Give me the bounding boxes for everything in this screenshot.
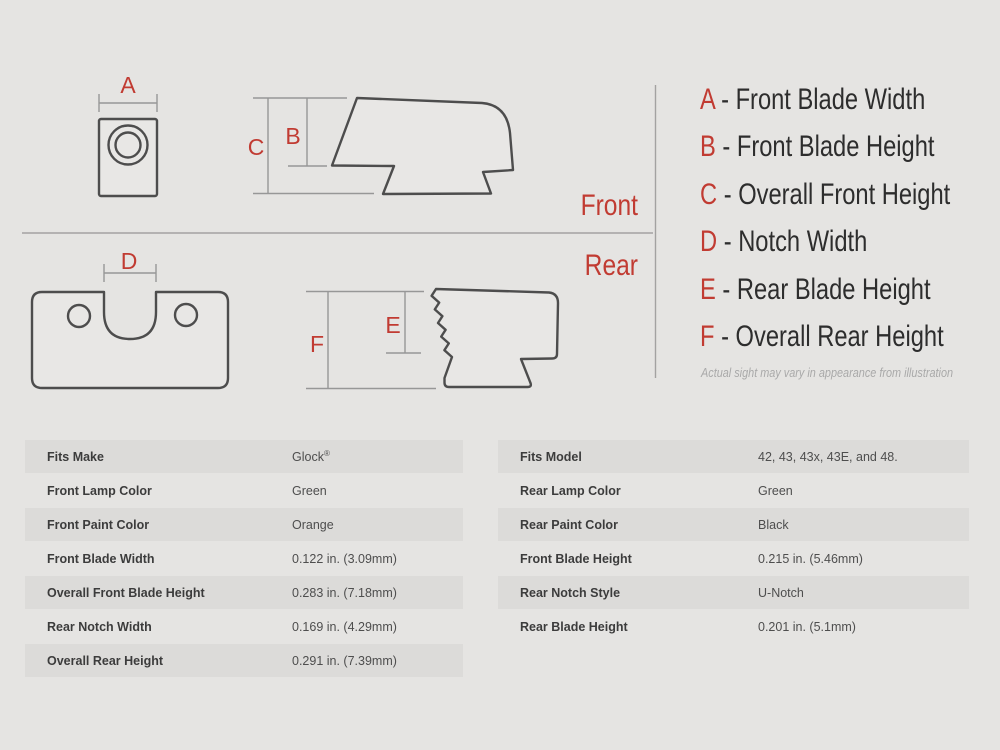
spec-table-rear — [498, 440, 969, 644]
front-section-label: Front — [580, 189, 638, 222]
legend-separator: - — [715, 130, 737, 164]
rear-section-label: Rear — [584, 249, 638, 282]
legend-item-c — [700, 171, 950, 218]
spec-label: Rear Notch Style — [520, 585, 621, 600]
spec-value: 0.215 in. (5.46mm) — [758, 552, 863, 567]
table-row — [498, 440, 969, 473]
legend-separator: - — [717, 177, 739, 211]
spec-value: Green — [292, 484, 327, 499]
spec-value: 0.169 in. (4.29mm) — [292, 620, 397, 635]
legend-separator: - — [714, 83, 736, 116]
table-row — [25, 542, 463, 575]
spec-label: Front Lamp Color — [47, 483, 152, 498]
table-row — [25, 440, 463, 473]
spec-value: 42, 43, 43x, 43E, and 48. — [758, 450, 898, 465]
legend-item-f — [700, 313, 950, 360]
spec-value: 0.201 in. (5.1mm) — [758, 620, 856, 635]
spec-value: 0.283 in. (7.18mm) — [292, 586, 397, 601]
legend-letter: A — [700, 83, 715, 116]
table-row — [25, 644, 463, 677]
front-sight-top-view — [99, 72, 157, 196]
spec-value: Glock® — [292, 448, 330, 465]
table-row — [25, 474, 463, 507]
legend-letter: F — [700, 319, 715, 353]
disclaimer-note: Actual sight may vary in appearance from illustration — [701, 366, 954, 380]
spec-label: Rear Blade Height — [520, 619, 628, 634]
rear-sight-profile-view — [306, 289, 558, 389]
rear-sight-profile-outline — [432, 289, 558, 387]
table-row — [25, 610, 463, 643]
legend-letter: B — [700, 130, 716, 164]
spec-label: Front Blade Width — [47, 551, 155, 566]
spec-value: Orange — [292, 518, 334, 533]
dim-letter-e: E — [385, 312, 401, 338]
spec-label: Rear Lamp Color — [520, 483, 621, 498]
legend-item-e — [700, 266, 950, 313]
spec-value: Black — [758, 518, 789, 533]
legend-label: Front Blade Height — [736, 130, 935, 164]
dim-letter-f: F — [309, 331, 325, 357]
spec-value: Green — [758, 484, 793, 499]
table-row — [498, 576, 969, 609]
front-lamp-inner-ring — [116, 133, 141, 158]
table-row — [25, 576, 463, 609]
table-row — [498, 610, 969, 643]
legend-label: Overall Rear Height — [735, 319, 944, 353]
spec-label: Fits Make — [47, 449, 104, 464]
rear-sight-back-view — [32, 248, 228, 388]
rear-lamp-left — [68, 305, 90, 327]
legend-separator: - — [715, 272, 737, 306]
spec-label: Front Blade Height — [520, 551, 632, 566]
table-row — [498, 508, 969, 541]
spec-label: Overall Front Blade Height — [47, 585, 205, 600]
spec-value: 0.122 in. (3.09mm) — [292, 552, 397, 567]
rear-sight-body-outline — [32, 292, 228, 388]
spec-value: 0.291 in. (7.39mm) — [292, 654, 397, 669]
legend-separator: - — [714, 319, 736, 353]
dim-letter-b: B — [285, 123, 301, 149]
legend-letter: E — [700, 272, 716, 306]
front-sight-profile-outline — [332, 98, 513, 194]
spec-label: Rear Notch Width — [47, 619, 152, 634]
rear-lamp-right — [175, 304, 197, 326]
legend-label: Rear Blade Height — [736, 272, 931, 306]
front-sight-profile-view — [248, 98, 513, 194]
table-row — [498, 542, 969, 575]
rear-profile-extension-lines — [306, 292, 436, 389]
legend-item-d — [700, 218, 950, 265]
dimension-legend — [700, 76, 1000, 360]
spec-value: U-Notch — [758, 586, 804, 601]
dim-letter-a: A — [120, 72, 136, 98]
table-row — [25, 508, 463, 541]
table-row — [498, 474, 969, 507]
legend-letter: D — [700, 225, 718, 259]
spec-label: Front Paint Color — [47, 517, 150, 532]
legend-label: Front Blade Width — [735, 83, 926, 116]
spec-label: Rear Paint Color — [520, 517, 618, 532]
spec-table-front — [25, 440, 463, 678]
legend-label: Overall Front Height — [738, 177, 951, 211]
legend-item-a — [700, 76, 950, 123]
spec-label: Fits Model — [520, 449, 582, 464]
dim-letter-d: D — [120, 248, 138, 274]
spec-label: Overall Rear Height — [47, 653, 164, 668]
legend-label: Notch Width — [738, 225, 868, 259]
legend-separator: - — [717, 225, 739, 259]
legend-letter: C — [700, 177, 718, 211]
dim-letter-c: C — [247, 134, 265, 160]
legend-item-b — [700, 123, 950, 170]
